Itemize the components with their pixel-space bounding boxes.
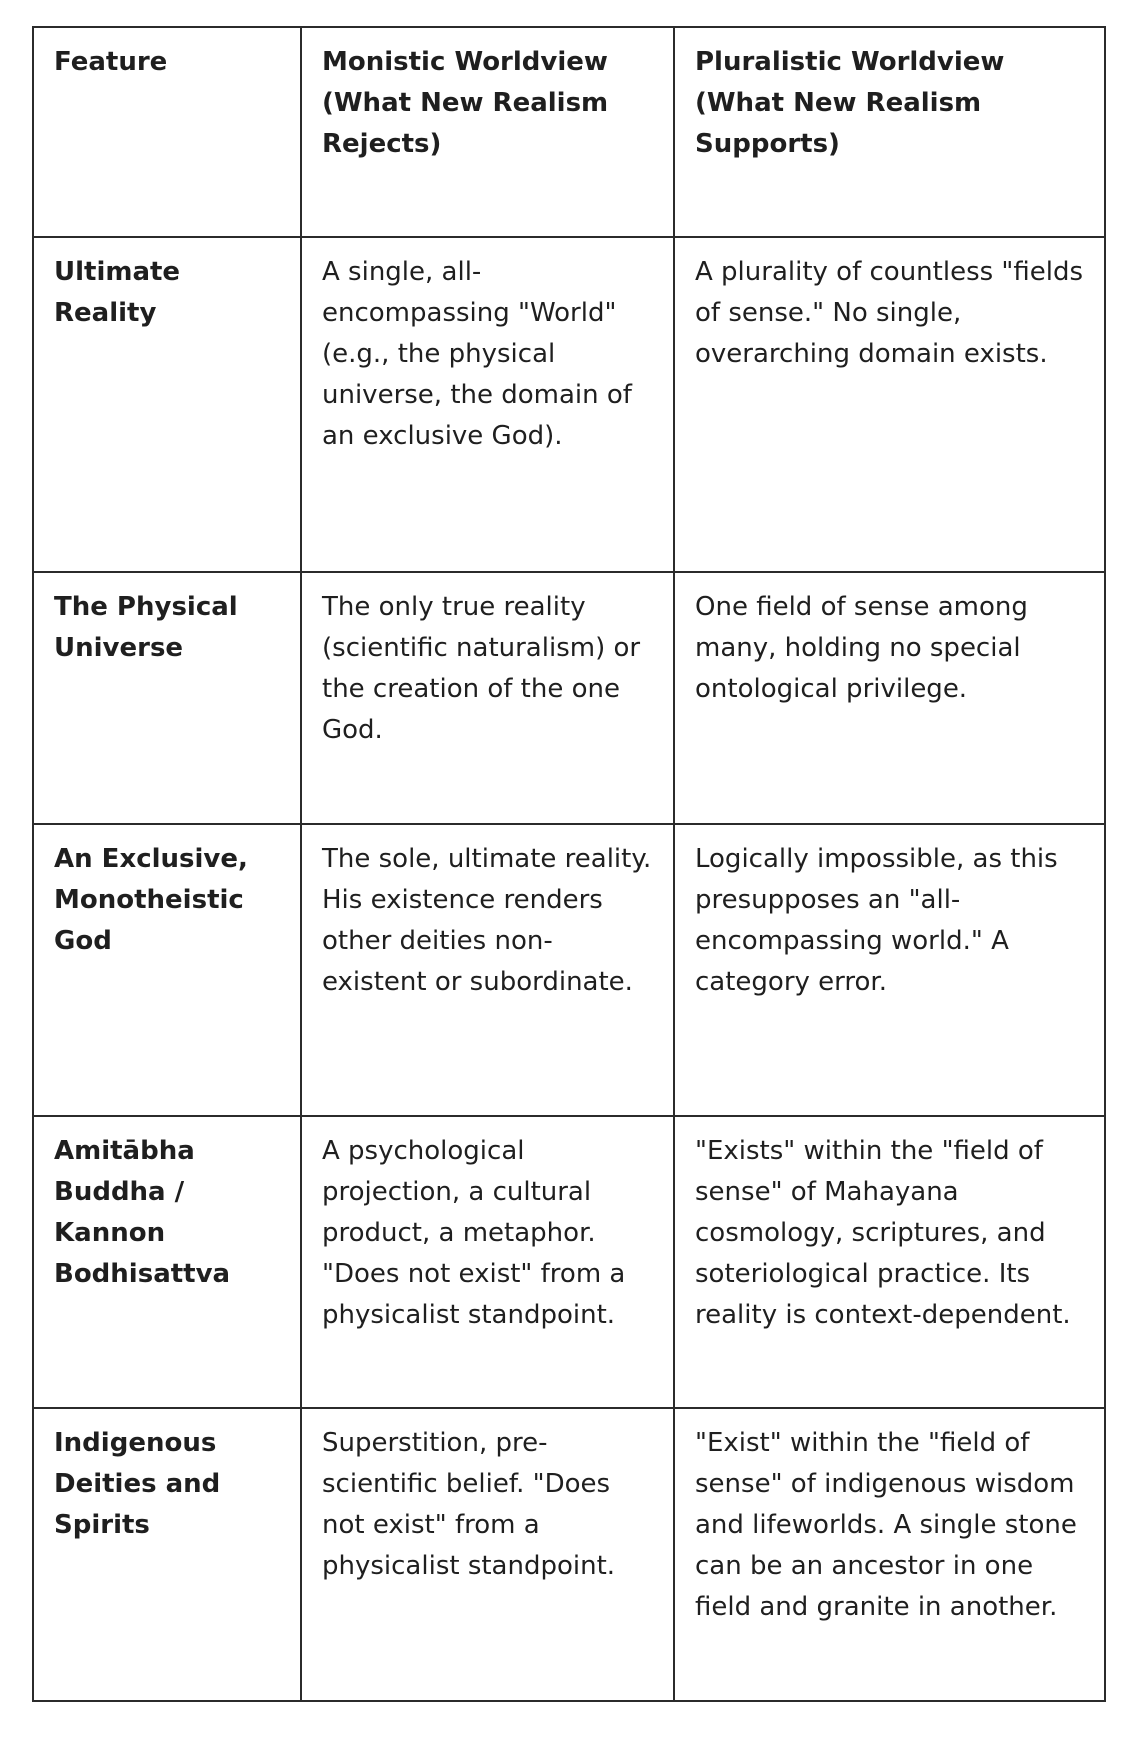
table-row	[33, 824, 1105, 1116]
worldview-comparison-table	[32, 26, 1106, 1702]
table-row	[33, 1116, 1105, 1408]
feature-cell: Ultimate Reality	[33, 237, 301, 572]
feature-cell: The Physical Universe	[33, 572, 301, 824]
monistic-cell: A single, all-encompassing "World" (e.g., the physical universe, the domain of an exclusive God).	[301, 237, 674, 572]
header-monistic: Monistic Worldview (What New Realism Rejects)	[301, 27, 674, 237]
header-feature: Feature	[33, 27, 301, 237]
monistic-cell: The only true reality (scientific naturalism) or the creation of the one God.	[301, 572, 674, 824]
monistic-cell: The sole, ultimate reality. His existence renders other deities non-existent or subordinate.	[301, 824, 674, 1116]
pluralistic-cell: One field of sense among many, holding no special ontological privilege.	[674, 572, 1105, 824]
table-header-row	[33, 27, 1105, 237]
comparison-table-container	[32, 26, 1104, 1702]
feature-cell: Amitābha Buddha / Kannon Bodhisattva	[33, 1116, 301, 1408]
monistic-cell: A psychological projection, a cultural product, a metaphor. "Does not exist" from a physicalist standpoint.	[301, 1116, 674, 1408]
pluralistic-cell: Logically impossible, as this presupposes an "all-encompassing world." A category error.	[674, 824, 1105, 1116]
feature-cell: An Exclusive, Monotheistic God	[33, 824, 301, 1116]
pluralistic-cell: A plurality of countless "fields of sense." No single, overarching domain exists.	[674, 237, 1105, 572]
table-row	[33, 572, 1105, 824]
table-row	[33, 237, 1105, 572]
monistic-cell: Superstition, pre-scientific belief. "Does not exist" from a physicalist standpoint.	[301, 1408, 674, 1701]
pluralistic-cell: "Exist" within the "field of sense" of indigenous wisdom and lifeworlds. A single stone can be an ancestor in one field and granite in another.	[674, 1408, 1105, 1701]
table-row	[33, 1408, 1105, 1701]
header-pluralistic: Pluralistic Worldview (What New Realism Supports)	[674, 27, 1105, 237]
feature-cell: Indigenous Deities and Spirits	[33, 1408, 301, 1701]
pluralistic-cell: "Exists" within the "field of sense" of Mahayana cosmology, scriptures, and soteriological practice. Its reality is context-dependent.	[674, 1116, 1105, 1408]
